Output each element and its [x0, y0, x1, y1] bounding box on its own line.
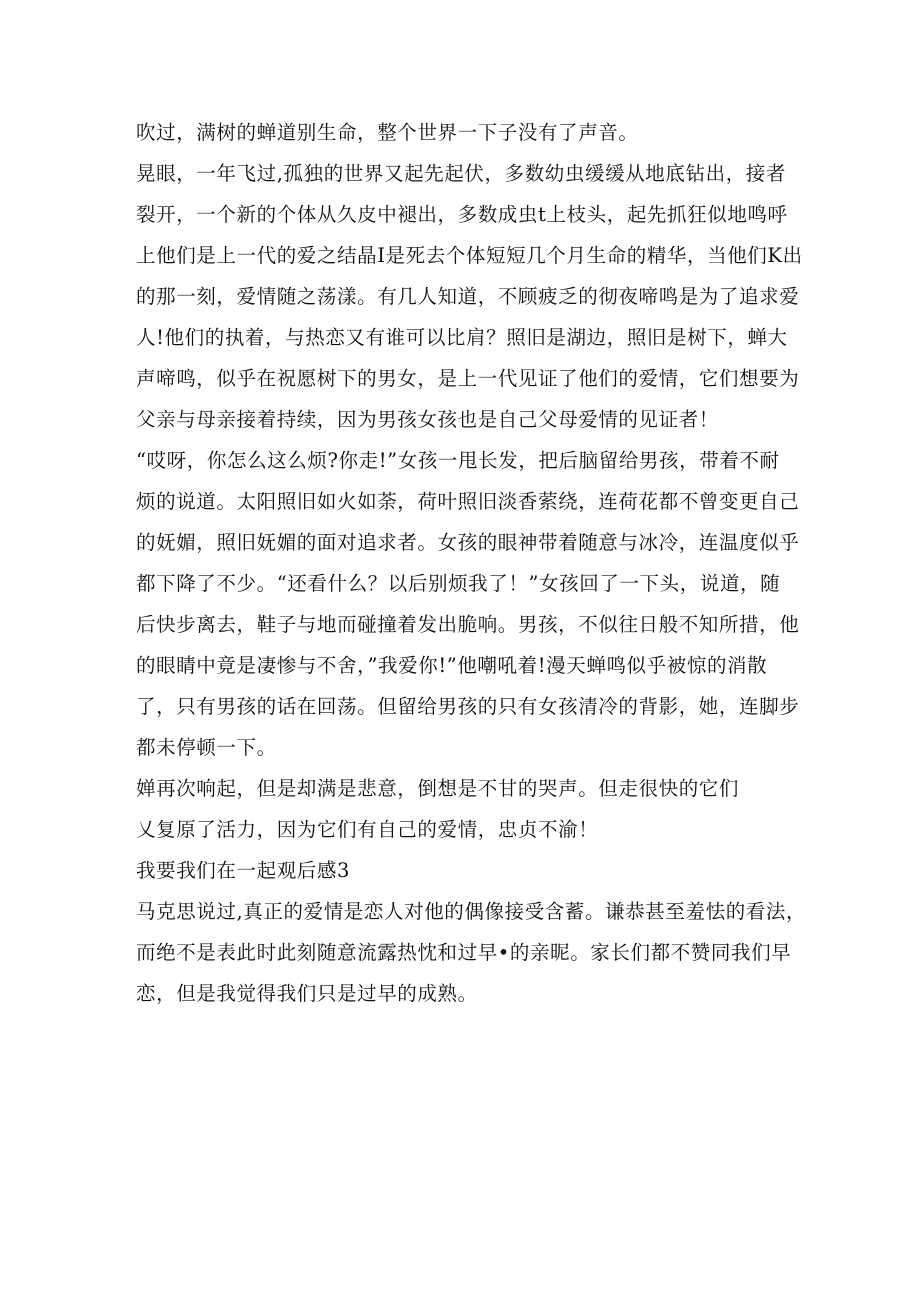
text-line: 马克思说过,真正的爱情是恋人对他的偶像接受含蓄。谦恭甚至羞怯的看法，	[136, 900, 807, 923]
text-line: 都未停顿一下。	[136, 736, 277, 759]
text-line: 烦的说道。太阳照旧如火如荼，荷叶照旧淡香萦绕，连荷花都不曾变更自己	[136, 490, 800, 513]
text-line: 了，只有男孩的话在回荡。但留给男孩的只有女孩清冷的背影，她，连脚步	[136, 695, 800, 718]
text-line: 吹过，满树的蝉道别生命，整个世界一下子没有了声音。	[136, 121, 639, 144]
text-line: 晃眼，一年飞过,孤独的世界又起先起伏，多数幼虫缓缓从地底钻出，接者	[136, 162, 786, 185]
text-line: 的那一刻，爱情随之荡漾。有几人知道，不顾疲乏的彻夜啼鸣是为了追求爱	[136, 285, 800, 308]
text-line: 裂开，一个新的个体从久皮中褪出，多数成虫t上枝头，起先抓狂似地鸣呼	[136, 203, 788, 226]
text-line: 人!他们的执着，与热恋又有谁可以比肩？照旧是湖边，照旧是树下，蝉大	[136, 326, 788, 349]
text-line: 的眼睛中竟是凄惨与不舍，”我爱你!”他嘲吼着!漫天蝉鸣似乎被惊的消散	[136, 654, 768, 677]
text-line: 婵再次响起，但是却满是悲意，倒想是不甘的哭声。但走很快的它们	[136, 777, 740, 800]
text-line: 后快步离去，鞋子与地而碰撞着发出脆响。男孩，不似往日般不知所措，他	[136, 613, 800, 636]
text-line: 上他们是上一代的爱之结晶I是死去个体短短几个月生命的精华，当他们K出	[136, 244, 803, 267]
text-line: 都下降了不少。“还看什么？以后别烦我了！”女孩回了一下头，说道，随	[136, 572, 781, 595]
text-line: 乂复原了活力，因为它们有自己的爱情，忠贞不渝！	[136, 818, 599, 841]
text-line: 声啼鸣，似乎在祝愿树下的男女，是上一代见证了他们的爱情，它们想要为	[136, 367, 800, 390]
text-line: 的妩媚，照旧妩媚的面对追求者。女孩的眼神带着随意与冰冷，连温度似乎	[136, 531, 800, 554]
text-line: “哎呀，你怎么这么烦?你走!”女孩一甩长发，把后脑留给男孩，带着不耐	[136, 449, 780, 472]
text-line: 恋，但是我觉得我们只是过早的成熟。	[136, 982, 478, 1005]
section-heading: 我要我们在一起观后感3	[136, 859, 351, 882]
document-body	[136, 112, 807, 1014]
text-line: 而绝不是表此时此刻随意流露热忱和过早•的亲昵。家长们都不赞同我们早	[136, 941, 792, 964]
text-line: 父亲与母亲接着持续，因为男孩女孩也是自己父母爱情的见证者！	[136, 408, 719, 431]
